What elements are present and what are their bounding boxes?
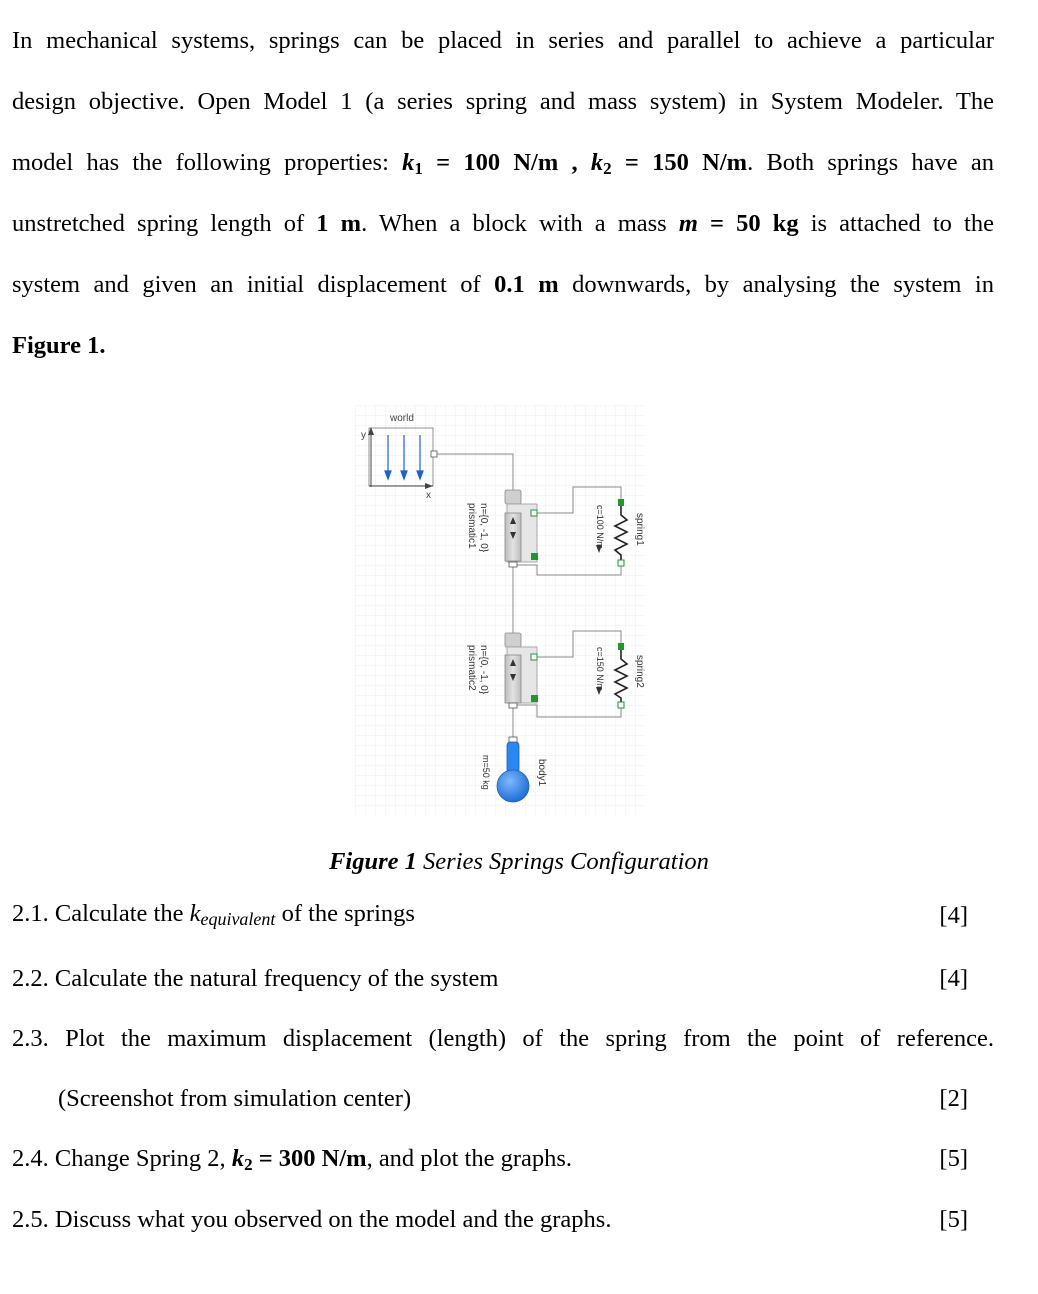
prismatic1-label: prismatic1 bbox=[466, 503, 477, 549]
x-axis-label: x bbox=[426, 490, 431, 501]
question-2-5: 2.5. Discuss what you observed on the model and the graphs. bbox=[12, 1206, 612, 1233]
marks-2-1: [4] bbox=[939, 902, 968, 929]
diagram-grid bbox=[355, 405, 645, 815]
question-2-1: 2.1. Calculate the kequivalent of the springs bbox=[12, 900, 415, 929]
y-axis-label: y bbox=[361, 430, 366, 441]
figure-reference: Figure 1. bbox=[12, 332, 106, 359]
figure-caption: Figure 1 Series Springs Configuration bbox=[329, 848, 709, 875]
marks-2-4: [5] bbox=[939, 1145, 968, 1172]
intro-paragraph bbox=[12, 10, 994, 376]
marks-2-2: [4] bbox=[939, 965, 968, 992]
question-2-2: 2.2. Calculate the natural frequency of the system bbox=[12, 965, 499, 992]
prismatic2-label: prismatic2 bbox=[466, 645, 477, 691]
prismatic1-n-label: n={0, -1, 0} bbox=[478, 503, 489, 553]
marks-2-3: [2] bbox=[939, 1085, 968, 1112]
spring1-stiffness-label: c=100 N/m bbox=[595, 505, 605, 549]
intro-line-3: model has the following properties: k1 = 100 N/m , k2 = 150 N/m. Both springs have an bbox=[12, 149, 995, 178]
intro-line-2: design objective. Open Model 1 (a series spring and mass system) in System Modeler. The bbox=[12, 88, 994, 115]
spring1-label: spring1 bbox=[634, 513, 645, 546]
spring2-stiffness-label: c=150 N/m bbox=[595, 647, 605, 691]
world-label: world bbox=[390, 413, 414, 424]
question-2-3-continuation: (Screenshot from simulation center) bbox=[58, 1085, 412, 1112]
body1-label: body1 bbox=[536, 759, 547, 787]
intro-line-1: In mechanical systems, springs can be placed in series and parallel to achieve a particular bbox=[12, 27, 994, 54]
prismatic2-n-label: n={0, -1, 0} bbox=[478, 645, 489, 695]
model-diagram bbox=[355, 405, 645, 815]
spring2-label: spring2 bbox=[634, 655, 645, 688]
intro-line-4: unstretched spring length of 1 m. When a block with a mass m = 50 kg is attached to the bbox=[12, 210, 994, 237]
question-2-3: 2.3. Plot the maximum displacement (length) of the spring from the point of reference. bbox=[12, 1025, 995, 1052]
question-2-4: 2.4. Change Spring 2, k2 = 300 N/m, and plot the graphs. bbox=[12, 1145, 573, 1174]
intro-line-5: system and given an initial displacement of 0.1 m downwards, by analysing the system in bbox=[12, 271, 994, 298]
body1-mass-label: m=50 kg bbox=[481, 755, 491, 790]
marks-2-5: [5] bbox=[939, 1206, 968, 1233]
